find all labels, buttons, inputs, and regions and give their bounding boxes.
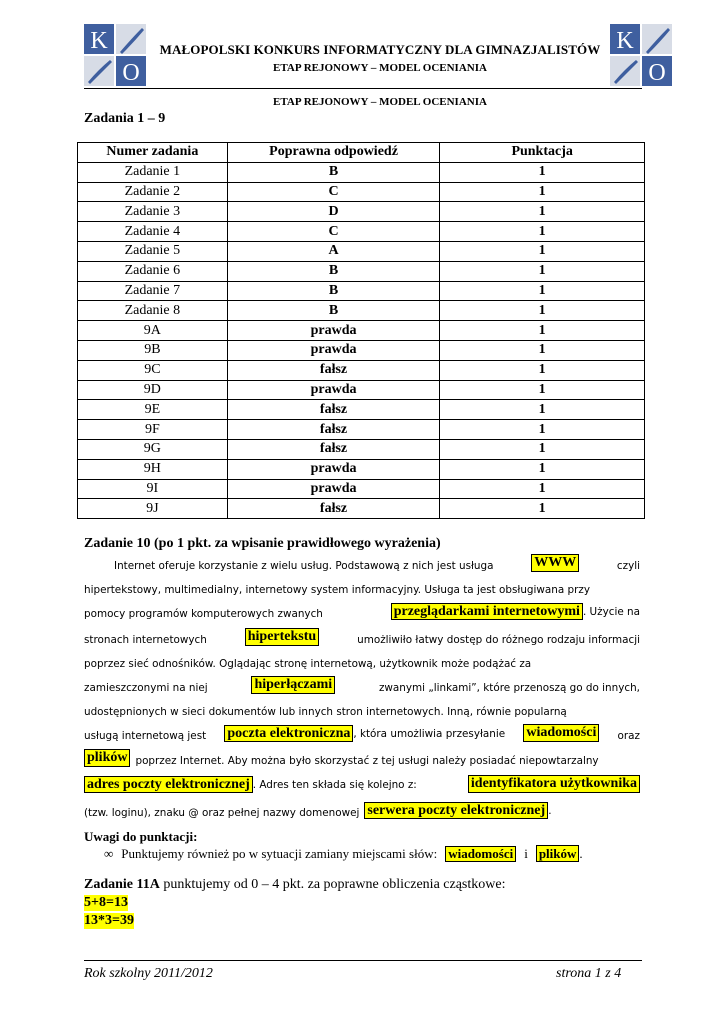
answers-table-body [78,162,645,518]
answer-cell: prawda [227,479,440,499]
note-item [104,846,583,862]
answer-cell: fałsz [227,420,440,440]
answer-highlight: wiadomości [523,724,599,742]
table-row [78,439,645,459]
paragraph-text: . Użycie na [582,606,640,618]
answer-cell: D [227,202,440,222]
task-number-cell: 9I [78,479,228,499]
table-header-row [78,143,645,163]
task-number-cell: 9G [78,439,228,459]
task-number-cell: Zadanie 7 [78,281,228,301]
text-line [84,745,640,767]
text-line [84,624,640,646]
calculation-1: 5+8=13 [84,895,128,910]
task-1-9-title: Zadania 1 – 9 [84,111,166,126]
school-year: Rok szkolny 2011/2012 [84,966,213,981]
points-cell: 1 [440,400,645,420]
paragraph-text: hipertekstowy, multimedialny, internetowy system informacyjny. Usługa ta jest obsługiwana przy [84,584,591,596]
answer-cell: fałsz [227,360,440,380]
answer-cell: B [227,162,440,182]
task-number-cell: 9H [78,459,228,479]
answer-cell: prawda [227,340,440,360]
text-line [84,550,640,572]
table-row [78,360,645,380]
text-line [84,648,640,670]
paragraph-text: oraz [617,730,640,742]
answer-cell: A [227,241,440,261]
points-cell: 1 [440,380,645,400]
points-cell: 1 [440,202,645,222]
answer-cell: prawda [227,459,440,479]
answer-cell: B [227,281,440,301]
task-number-cell: 9C [78,360,228,380]
table-row [78,380,645,400]
contest-title: MAŁOPOLSKI KONKURS INFORMATYCZNY DLA GIMNAZJALISTÓW [159,42,601,57]
text-line [84,720,640,742]
note-text: i [524,846,528,861]
points-cell: 1 [440,459,645,479]
answer-highlight: przeglądarkami internetowymi [391,603,583,620]
table-row [78,340,645,360]
points-cell: 1 [440,281,645,301]
text-line [84,696,640,718]
paragraph-text: zwanymi „linkami”, które przenoszą go do innych, [378,682,640,694]
task-number-cell: Zadanie 5 [78,241,228,261]
points-cell: 1 [440,321,645,341]
answer-highlight: serwera poczty elektronicznej [364,802,548,819]
table-row [78,281,645,301]
answer-highlight: hiperłączami [251,676,335,694]
task-11a-description: punktujemy od 0 – 4 pkt. za poprawne obliczenia cząstkowe: [159,877,506,892]
section-subheading: ETAP REJONOWY – MODEL OCENIANIA [273,96,487,108]
task-number-cell: Zadanie 2 [78,182,228,202]
column-header: Numer zadania [78,143,228,163]
table-row [78,321,645,341]
points-cell: 1 [440,301,645,321]
paragraph-text: . Adres ten składa się kolejno z: [252,779,417,791]
calculation-2: 13*3=39 [84,913,134,928]
task-number-cell: 9F [78,420,228,440]
table-row [78,459,645,479]
points-cell: 1 [440,241,645,261]
points-cell: 1 [440,261,645,281]
table-row [78,261,645,281]
table-row [78,202,645,222]
answer-cell: C [227,182,440,202]
answer-highlight: hipertekstu [245,628,319,646]
table-row [78,301,645,321]
answer-highlight: wiadomości [445,846,516,862]
points-cell: 1 [440,162,645,182]
note-text: Punktujemy również po w sytuacji zamiany miejscami słów: [121,846,438,861]
table-row [78,420,645,440]
paragraph-text: usługą internetową jest [84,730,207,742]
paragraph-text: poprzez Internet. Aby można było skorzystać z tej usługi należy posiadać niepowtarzalny [135,755,599,767]
answer-highlight: poczta elektroniczna [224,725,353,742]
text-line [84,771,640,793]
note-text: . [579,846,583,861]
column-header: Poprawna odpowiedź [227,143,440,163]
answer-highlight: adres poczty elektronicznej [84,776,253,793]
text-line [84,797,640,819]
table-row [78,182,645,202]
text-line [84,598,640,620]
points-cell: 1 [440,479,645,499]
text-line [84,672,640,694]
answer-cell: fałsz [227,499,440,519]
answer-highlight: WWW [531,554,579,572]
paragraph-text: czyli [616,560,640,572]
task-10-title: Zadanie 10 (po 1 pkt. za wpisanie prawidłowego wyrażenia) [84,536,441,551]
points-cell: 1 [440,340,645,360]
contest-logo [610,24,672,86]
logo-letter-o: O [122,60,140,86]
logo-letter-o: O [648,60,666,86]
paragraph-text: . [548,805,552,817]
task-number-cell: Zadanie 1 [78,162,228,182]
points-cell: 1 [440,420,645,440]
contest-subtitle: ETAP REJONOWY – MODEL OCENIANIA [273,62,487,74]
header-divider [84,88,642,89]
page-number: strona 1 z 4 [556,966,622,981]
answer-cell: C [227,222,440,242]
paragraph-text: (tzw. loginu), znaku @ oraz pełnej nazwy domenowej [84,807,360,819]
footer-divider [84,960,642,961]
answer-cell: prawda [227,380,440,400]
points-cell: 1 [440,182,645,202]
paragraph-text: pomocy programów komputerowych zwanych [84,608,323,620]
answers-table [77,142,645,519]
paragraph-text: udostępnionych w sieci dokumentów lub innych stron internetowych. Inną, równie popularną [84,706,567,718]
answer-cell: B [227,301,440,321]
task-number-cell: Zadanie 8 [78,301,228,321]
task-number-cell: Zadanie 4 [78,222,228,242]
answer-cell: fałsz [227,439,440,459]
table-row [78,499,645,519]
answer-cell: B [227,261,440,281]
logo-letter-k: K [90,28,108,54]
table-row [78,479,645,499]
column-header: Punktacja [440,143,645,163]
contest-logo [84,24,146,86]
table-row [78,162,645,182]
notes-title: Uwagi do punktacji: [84,829,198,844]
points-cell: 1 [440,439,645,459]
points-cell: 1 [440,499,645,519]
logo-letter-k: K [616,28,634,54]
paragraph-text: umożliwiło łatwy dostęp do różnego rodzaju informacji [357,634,640,646]
table-row [78,400,645,420]
task-number-cell: Zadanie 6 [78,261,228,281]
points-cell: 1 [440,360,645,380]
answer-cell: fałsz [227,400,440,420]
task-11a-label: Zadanie 11A [84,877,160,892]
task-number-cell: Zadanie 3 [78,202,228,222]
paragraph-text: , która umożliwia przesyłanie [353,728,506,740]
answer-highlight: plików [536,845,580,862]
page-header [150,42,610,74]
text-line [84,574,640,596]
task-number-cell: 9A [78,321,228,341]
table-row [78,222,645,242]
answer-highlight: plików [84,749,130,767]
paragraph-text: stronach internetowych [84,634,207,646]
paragraph-text: zamieszczonymi na niej [84,682,208,694]
paragraph-text: Internet oferuje korzystanie z wielu usług. Podstawową z nich jest usługa [114,560,494,572]
table-row [78,241,645,261]
answer-highlight: identyfikatora użytkownika [468,775,640,793]
task-11a-title [84,877,505,893]
paragraph-text: poprzez sieć odnośników. Oglądając stronę internetową, użytkownik może podążać za [84,658,532,670]
task-number-cell: 9B [78,340,228,360]
task-number-cell: 9J [78,499,228,519]
task-number-cell: 9D [78,380,228,400]
answer-cell: prawda [227,321,440,341]
task-number-cell: 9E [78,400,228,420]
points-cell: 1 [440,222,645,242]
infinity-bullet-icon: ∞ [104,846,114,861]
